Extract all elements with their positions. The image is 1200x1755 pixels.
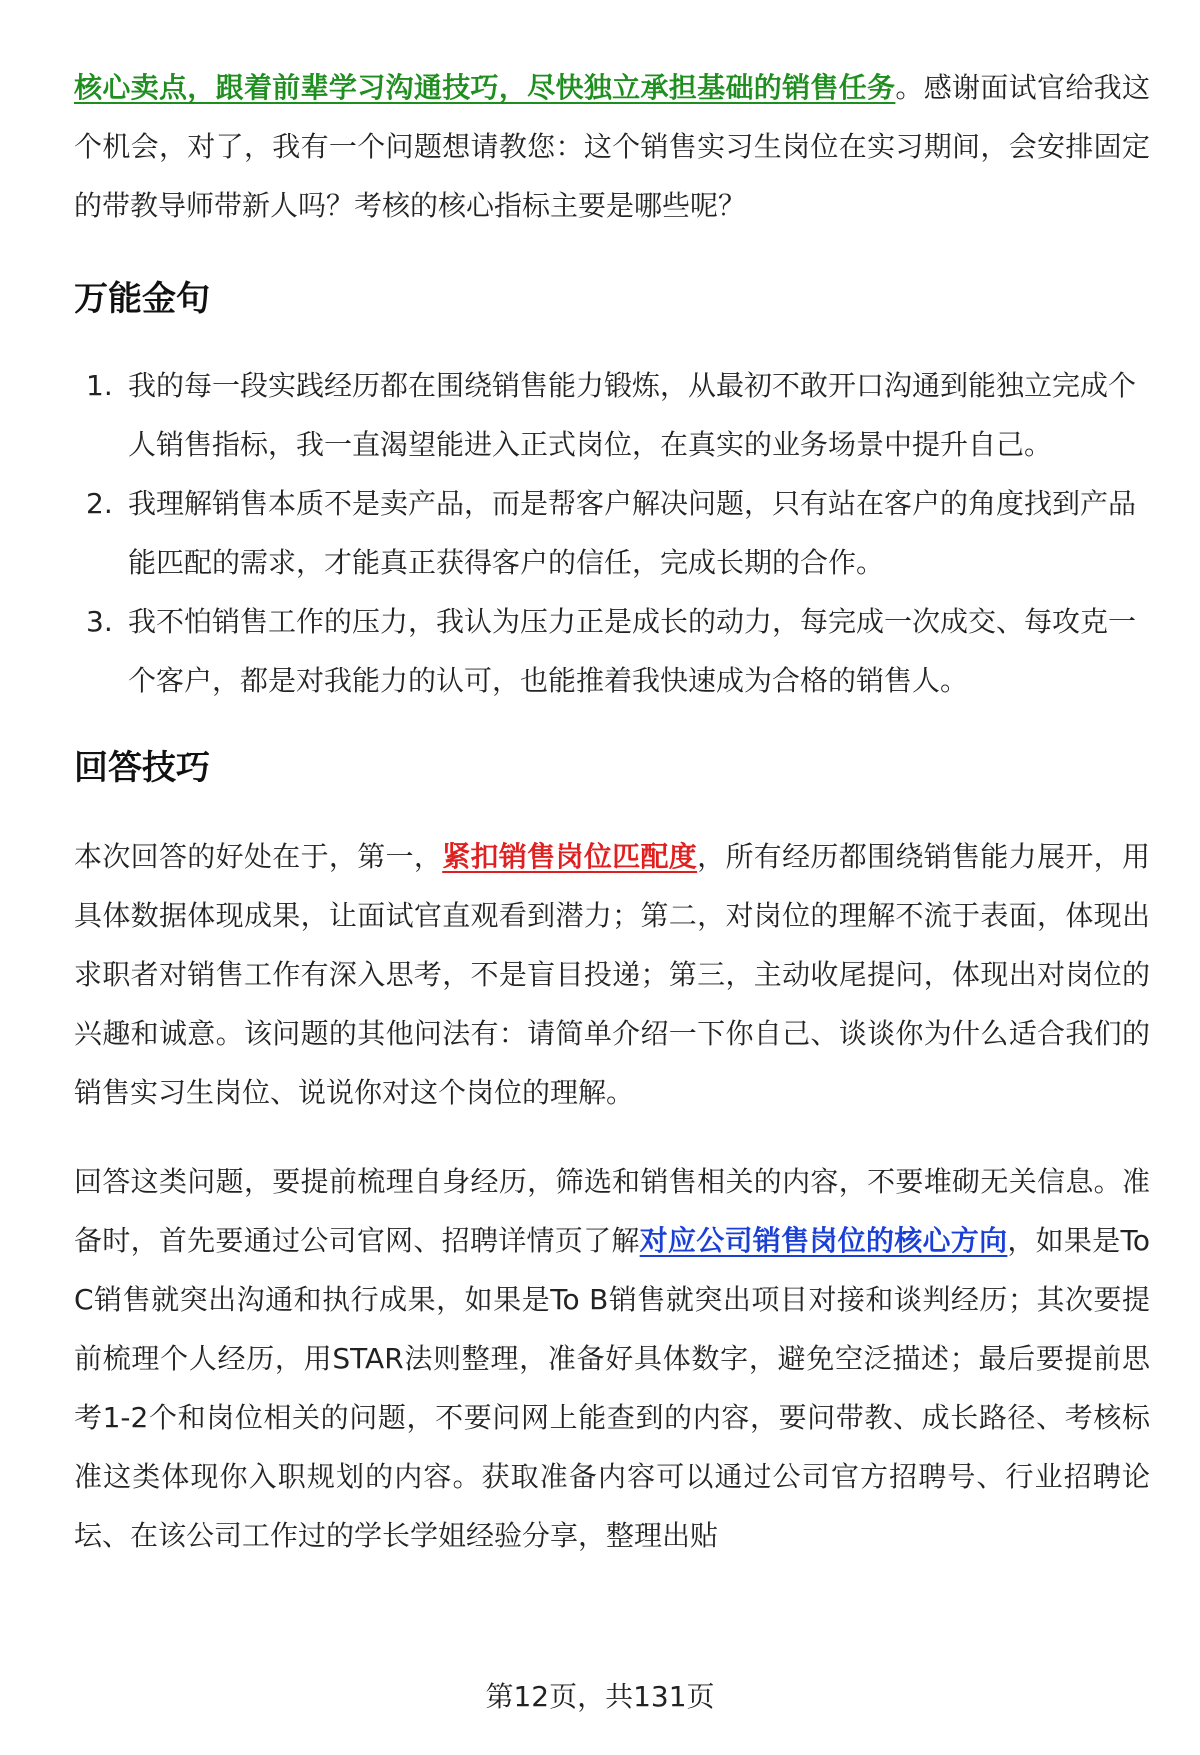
intro-paragraph (74, 58, 1150, 235)
huida-paragraph-2 (74, 1152, 1150, 1565)
list-number: 1. (86, 369, 113, 402)
list-text: 我不怕销售工作的压力，我认为压力正是成长的动力，每完成一次成交、每攻克一个客户，都是对我能力的认可，也能推着我快速成为合格的销售人。 (128, 605, 1137, 697)
document-page (74, 58, 1150, 1565)
section-title-wanneng: 万能金句 (74, 279, 210, 319)
list-item (74, 356, 1150, 474)
huida-p1-after: ，所有经历都围绕销售能力展开，用具体数据体现成果，让面试官直观看到潜力；第二，对岗位的理解不流于表面，体现出求职者对销售工作有深入思考，不是盲目投递；第三，主动收尾提问，体现出对岗位的兴趣和诚意。该问题的其他问法有：请简单介绍一下你自己、谈谈你为什么适合我们的销售实习生岗位、说说你对这个岗位的理解。 (74, 840, 1150, 1109)
huida-p1-highlight: 紧扣销售岗位匹配度 (442, 840, 698, 873)
list-item (74, 474, 1150, 592)
huida-p1-before: 本次回答的好处在于，第一， (74, 840, 443, 873)
paragraph-gap (74, 1122, 1150, 1152)
list-text: 我的每一段实践经历都在围绕销售能力锻炼，从最初不敢开口沟通到能独立完成个人销售指标，我一直渴望能进入正式岗位，在真实的业务场景中提升自己。 (128, 369, 1137, 461)
quotes-list (74, 356, 1150, 710)
list-text: 我理解销售本质不是卖产品，而是帮客户解决问题，只有站在客户的角度找到产品能匹配的需求，才能真正获得客户的信任，完成长期的合作。 (128, 487, 1137, 579)
list-number: 2. (86, 487, 113, 520)
huida-p2-highlight: 对应公司销售岗位的核心方向 (639, 1224, 1008, 1257)
section-title-huida: 回答技巧 (74, 748, 210, 788)
list-number: 3. (86, 605, 113, 638)
page-footer: 第12页，共131页 (485, 1680, 715, 1713)
huida-paragraph-1 (74, 827, 1150, 1122)
huida-p2-after: ，如果是To C销售就突出沟通和执行成果，如果是To B销售就突出项目对接和谈判经历；其次要提前梳理个人经历，用STAR法则整理，准备好具体数字，避免空泛描述；最后要提前思考1-2个和岗位相关的问题，不要问网上能查到的内容，要问带教、成长路径、考核标准这类体现你入职规划的内容。获取准备内容可以通过公司官方招聘号、行业招聘论坛、在该公司工作过的学长学姐经验分享，整理出贴 (74, 1224, 1150, 1552)
intro-text: 。感谢面试官给我这个机会，对了，我有一个问题想请教您：这个销售实习生岗位在实习期间，会安排固定的带教导师带新人吗？考核的核心指标主要是哪些呢？ (74, 71, 1150, 222)
huida-p2-before: 回答这类问题，要提前梳理自身经历，筛选和销售相关的内容，不要堆砌无关信息。准备时，首先要通过公司官网、招聘详情页了解 (74, 1165, 1150, 1257)
list-item (74, 592, 1150, 710)
intro-highlight: 核心卖点，跟着前辈学习沟通技巧，尽快独立承担基础的销售任务 (74, 71, 896, 104)
